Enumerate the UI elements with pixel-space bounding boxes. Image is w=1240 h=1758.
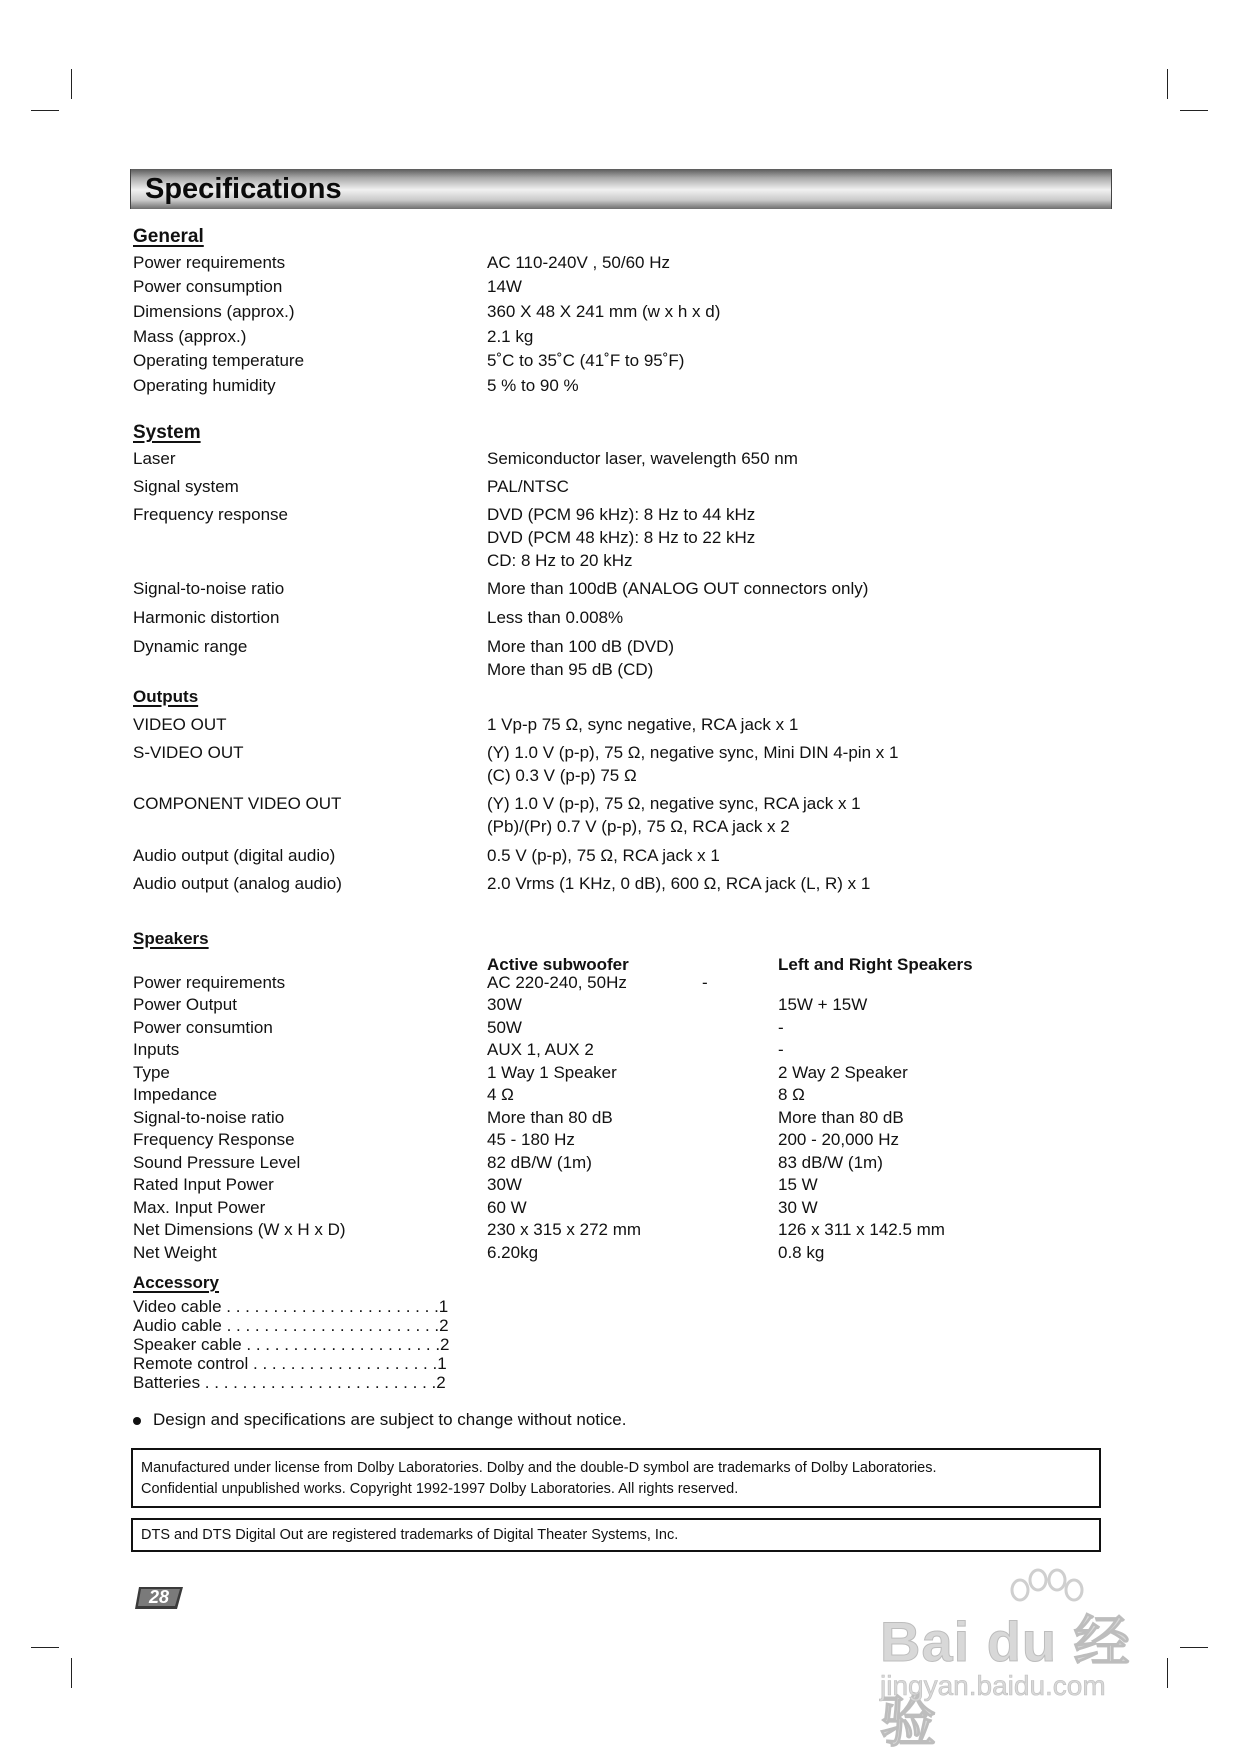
speaker-spec-label: Power consumtion: [133, 1018, 273, 1037]
crop-mark: [1180, 110, 1208, 111]
spec-value: More than 100dB (ANALOG OUT connectors only): [487, 579, 869, 598]
accessory-heading: Accessory: [133, 1273, 220, 1292]
crop-mark: [1167, 69, 1168, 99]
dts-notice-text: DTS and DTS Digital Out are registered trademarks of Digital Theater Systems, Inc.: [141, 1527, 679, 1543]
accessory-item: Batteries . . . . . . . . . . . . . . . . . . . . . . . . .2: [133, 1373, 446, 1392]
subwoofer-value: AUX 1, AUX 2: [487, 1040, 594, 1059]
crop-mark: [71, 69, 72, 99]
speaker-spec-label: Power requirements: [133, 973, 286, 992]
lr-value: -: [778, 1018, 784, 1037]
page-number: 28: [149, 1587, 170, 1607]
spec-label: Audio output (digital audio): [133, 846, 336, 865]
spec-value: AC 110-240V , 50/60 Hz: [487, 253, 671, 272]
spec-value: More than 95 dB (CD): [487, 660, 654, 679]
crop-mark: [71, 1658, 72, 1688]
speaker-spec-label: Power Output: [133, 995, 237, 1014]
speakers-heading: Speakers: [133, 929, 209, 948]
spec-value: 1 Vp-p 75 Ω, sync negative, RCA jack x 1: [487, 715, 799, 734]
speaker-spec-label: Rated Input Power: [133, 1175, 274, 1194]
spec-value: 2.0 Vrms (1 KHz, 0 dB), 600 Ω, RCA jack (L, R) x 1: [487, 874, 871, 893]
spec-value: 14W: [487, 277, 522, 296]
spec-label: S-VIDEO OUT: [133, 743, 244, 762]
spec-value: DVD (PCM 96 kHz): 8 Hz to 44 kHz: [487, 505, 756, 524]
crop-mark: [31, 110, 59, 111]
subwoofer-value: AC 220-240, 50Hz: [487, 973, 627, 992]
change-notice: [133, 1410, 626, 1430]
crop-mark: [31, 1647, 59, 1648]
lr-value: 15W + 15W: [778, 995, 868, 1014]
lr-value: 126 x 311 x 142.5 mm: [778, 1220, 945, 1239]
spec-value: 5 % to 90 %: [487, 376, 579, 395]
subwoofer-value: 30W: [487, 1175, 522, 1194]
spec-label: Signal-to-noise ratio: [133, 579, 285, 598]
subwoofer-value: 60 W: [487, 1198, 527, 1217]
spec-label: Power consumption: [133, 277, 283, 296]
lr-speakers-column-header: Left and Right Speakers: [778, 955, 973, 974]
spec-label: Signal system: [133, 477, 239, 496]
subwoofer-value: 230 x 315 x 272 mm: [487, 1220, 642, 1239]
lr-value: 15 W: [778, 1175, 818, 1194]
speaker-spec-label: Sound Pressure Level: [133, 1153, 301, 1172]
spec-value: (Pb)/(Pr) 0.7 V (p-p), 75 Ω, RCA jack x 2: [487, 817, 790, 836]
dts-notice-box: [131, 1518, 1101, 1552]
subwoofer-column-header: Active subwoofer: [487, 955, 629, 974]
accessory-item: Speaker cable . . . . . . . . . . . . . . . . . . . . .2: [133, 1335, 450, 1354]
subwoofer-value: 45 - 180 Hz: [487, 1130, 575, 1149]
spec-value: Semiconductor laser, wavelength 650 nm: [487, 449, 798, 468]
spec-value: CD: 8 Hz to 20 kHz: [487, 551, 633, 570]
page-title: Specifications: [145, 173, 342, 205]
spec-value: PAL/NTSC: [487, 477, 569, 496]
lr-value: 0.8 kg: [778, 1243, 825, 1262]
accessory-item: Video cable . . . . . . . . . . . . . . . . . . . . . . .1: [133, 1297, 449, 1316]
spec-value: (Y) 1.0 V (p-p), 75 Ω, negative sync, RCA jack x 1: [487, 794, 861, 813]
accessory-item: Remote control . . . . . . . . . . . . . . . . . . . .1: [133, 1354, 447, 1373]
spec-value: 5˚C to 35˚C (41˚F to 95˚F): [487, 351, 685, 370]
lr-value: 83 dB/W (1m): [778, 1153, 883, 1172]
spec-label: VIDEO OUT: [133, 715, 227, 734]
spec-value: 0.5 V (p-p), 75 Ω, RCA jack x 1: [487, 846, 720, 865]
speaker-spec-label: Frequency Response: [133, 1130, 295, 1149]
speaker-spec-label: Type: [133, 1063, 170, 1082]
bullet-icon: [133, 1417, 141, 1425]
subwoofer-value: 82 dB/W (1m): [487, 1153, 592, 1172]
subwoofer-value: 6.20kg: [487, 1243, 539, 1262]
general-heading: General: [133, 226, 204, 247]
subwoofer-value: 1 Way 1 Speaker: [487, 1063, 617, 1082]
lr-value: -: [778, 1040, 784, 1059]
page-number-badge: [133, 1584, 185, 1612]
subwoofer-value: 50W: [487, 1018, 522, 1037]
subwoofer-value: 4 Ω: [487, 1085, 514, 1104]
title-bar: [130, 169, 1112, 209]
dolby-notice-line: Manufactured under license from Dolby Laboratories. Dolby and the double-D symbol are trademarks of Dolby Laboratories.: [141, 1460, 937, 1476]
spec-label: Dynamic range: [133, 637, 248, 656]
subwoofer-value: More than 80 dB: [487, 1108, 613, 1127]
spec-value: DVD (PCM 48 kHz): 8 Hz to 22 kHz: [487, 528, 756, 547]
speaker-spec-label: Inputs: [133, 1040, 180, 1059]
accessory-item: Audio cable . . . . . . . . . . . . . . . . . . . . . . .2: [133, 1316, 449, 1335]
lr-value: 2 Way 2 Speaker: [778, 1063, 908, 1082]
baidu-watermark: [880, 1568, 1180, 1753]
change-notice-text: Design and specifications are subject to change without notice.: [153, 1410, 627, 1429]
spec-label: Frequency response: [133, 505, 288, 524]
lr-value: 30 W: [778, 1198, 818, 1217]
outputs-heading: Outputs: [133, 687, 199, 706]
spec-label: Audio output (analog audio): [133, 874, 342, 893]
system-heading: System: [133, 422, 201, 443]
spec-label: Operating humidity: [133, 376, 276, 395]
spec-label: Power requirements: [133, 253, 286, 272]
speaker-spec-label: Impedance: [133, 1085, 218, 1104]
spec-value: (C) 0.3 V (p-p) 75 Ω: [487, 766, 637, 785]
lr-value: More than 80 dB: [778, 1108, 904, 1127]
speaker-spec-label: Net Weight: [133, 1243, 217, 1262]
spec-value: Less than 0.008%: [487, 608, 624, 627]
speaker-spec-label: Signal-to-noise ratio: [133, 1108, 285, 1127]
spec-value: (Y) 1.0 V (p-p), 75 Ω, negative sync, Mini DIN 4-pin x 1: [487, 743, 899, 762]
spec-label: Laser: [133, 449, 176, 468]
subwoofer-value: 30W: [487, 995, 522, 1014]
spec-label: Harmonic distortion: [133, 608, 280, 627]
speaker-spec-label: Net Dimensions (W x H x D): [133, 1220, 346, 1239]
crop-mark: [1180, 1647, 1208, 1648]
spec-label: Mass (approx.): [133, 327, 247, 346]
spec-value: More than 100 dB (DVD): [487, 637, 675, 656]
spec-value: 360 X 48 X 241 mm (w x h x d): [487, 302, 721, 321]
watermark-url: jingyan.baidu.com: [880, 1670, 1106, 1701]
lr-value: 200 - 20,000 Hz: [778, 1130, 899, 1149]
dolby-notice-line: Confidential unpublished works. Copyright 1992-1997 Dolby Laboratories. All rights reserved.: [141, 1481, 739, 1497]
spec-value: 2.1 kg: [487, 327, 534, 346]
speaker-spec-label: Max. Input Power: [133, 1198, 266, 1217]
lr-value: 8 Ω: [778, 1085, 805, 1104]
spec-label: COMPONENT VIDEO OUT: [133, 794, 342, 813]
watermark-text: Bai du 经验: [880, 1610, 1131, 1753]
dash-mark: -: [702, 973, 708, 992]
spec-label: Operating temperature: [133, 351, 305, 370]
spec-label: Dimensions (approx.): [133, 302, 295, 321]
dolby-notice-box: [131, 1448, 1101, 1508]
